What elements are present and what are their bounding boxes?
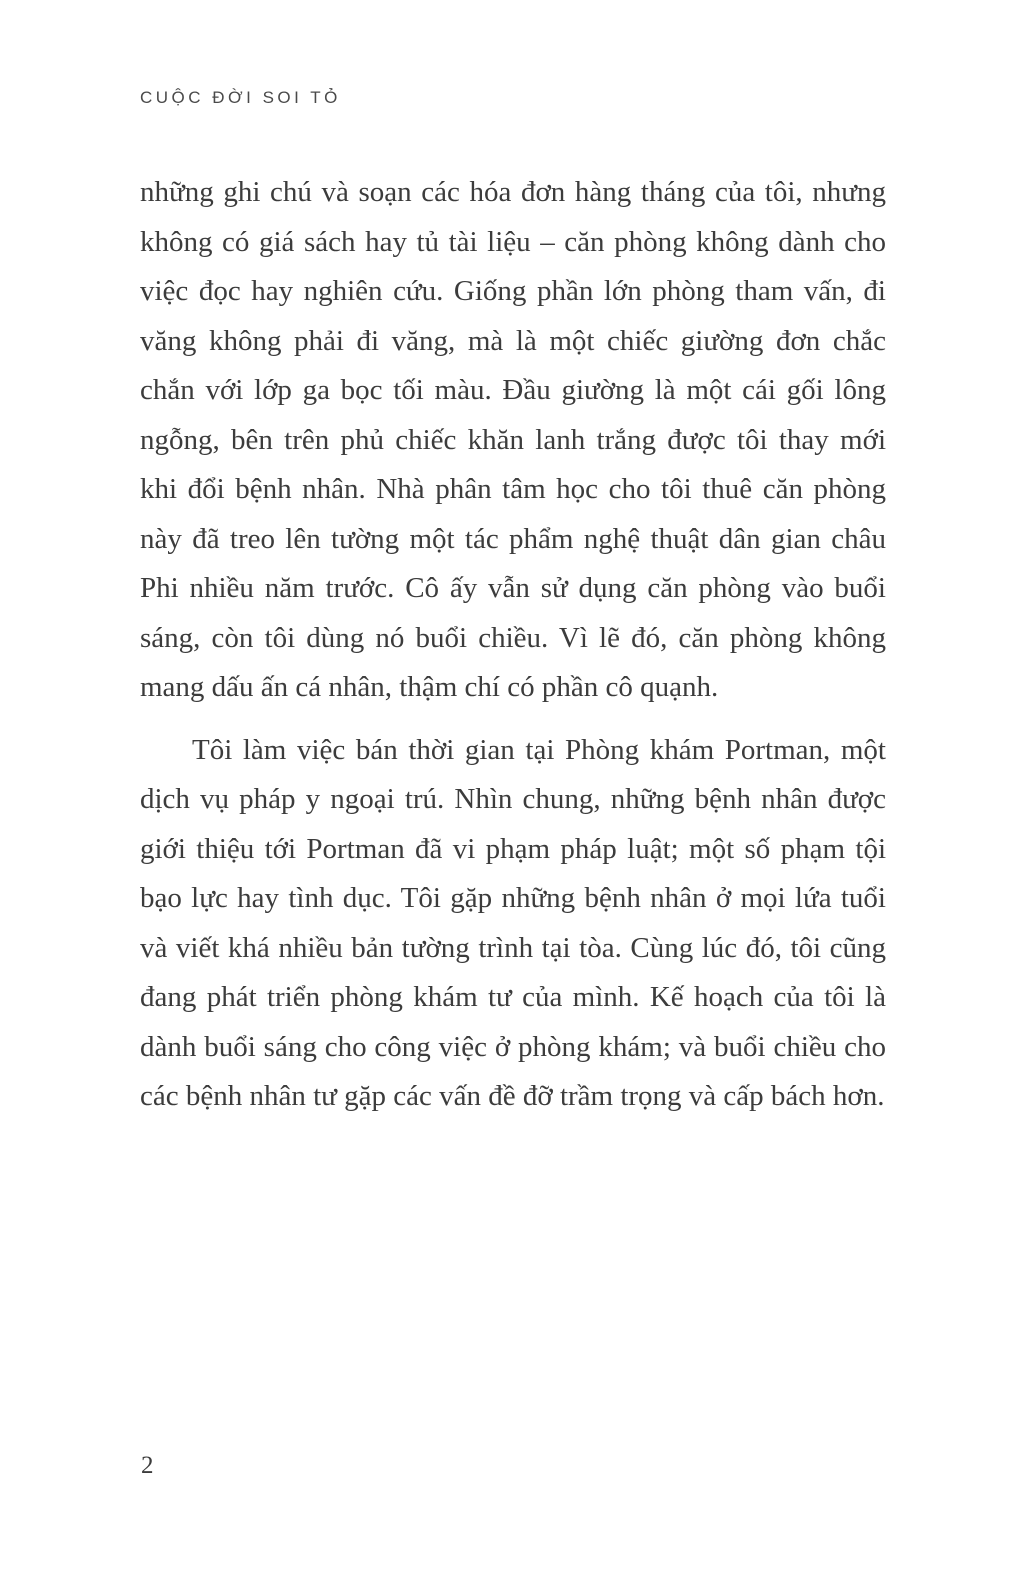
- paragraph: những ghi chú và soạn các hóa đơn hàng tháng của tôi, nhưng không có giá sách hay tủ tài liệu – căn phòng không dành cho việc đọc hay nghiên cứu. Giống phần lớn phòng tham vấn, đi văng không phải đi văng, mà là một chiếc giường đơn chắc chắn với lớp ga bọc tối màu. Đầu giường là một cái gối lông ngỗng, bên trên phủ chiếc khăn lanh trắng được tôi thay mới khi đổi bệnh nhân. Nhà phân tâm học cho tôi thuê căn phòng này đã treo lên tường một tác phẩm nghệ thuật dân gian châu Phi nhiều năm trước. Cô ấy vẫn sử dụng căn phòng vào buổi sáng, còn tôi dùng nó buổi chiều. Vì lẽ đó, căn phòng không mang dấu ấn cá nhân, thậm chí có phần cô quạnh.: [140, 176, 886, 703]
- running-head: CUỘC ĐỜI SOI TỎ: [140, 88, 341, 107]
- body-text: [140, 168, 886, 1122]
- paragraph: Tôi làm việc bán thời gian tại Phòng khám Portman, một dịch vụ pháp y ngoại trú. Nhìn chung, những bệnh nhân được giới thiệu tới Portman đã vi phạm pháp luật; một số phạm tội bạo lực hay tình dục. Tôi gặp những bệnh nhân ở mọi lứa tuổi và viết khá nhiều bản tường trình tại tòa. Cùng lúc đó, tôi cũng đang phát triển phòng khám tư của mình. Kế hoạch của tôi là dành buổi sáng cho công việc ở phòng khám; và buổi chiều cho các bệnh nhân tư gặp các vấn đề đỡ trầm trọng và cấp bách hơn.: [140, 733, 886, 1112]
- page-number: 2: [141, 1452, 154, 1479]
